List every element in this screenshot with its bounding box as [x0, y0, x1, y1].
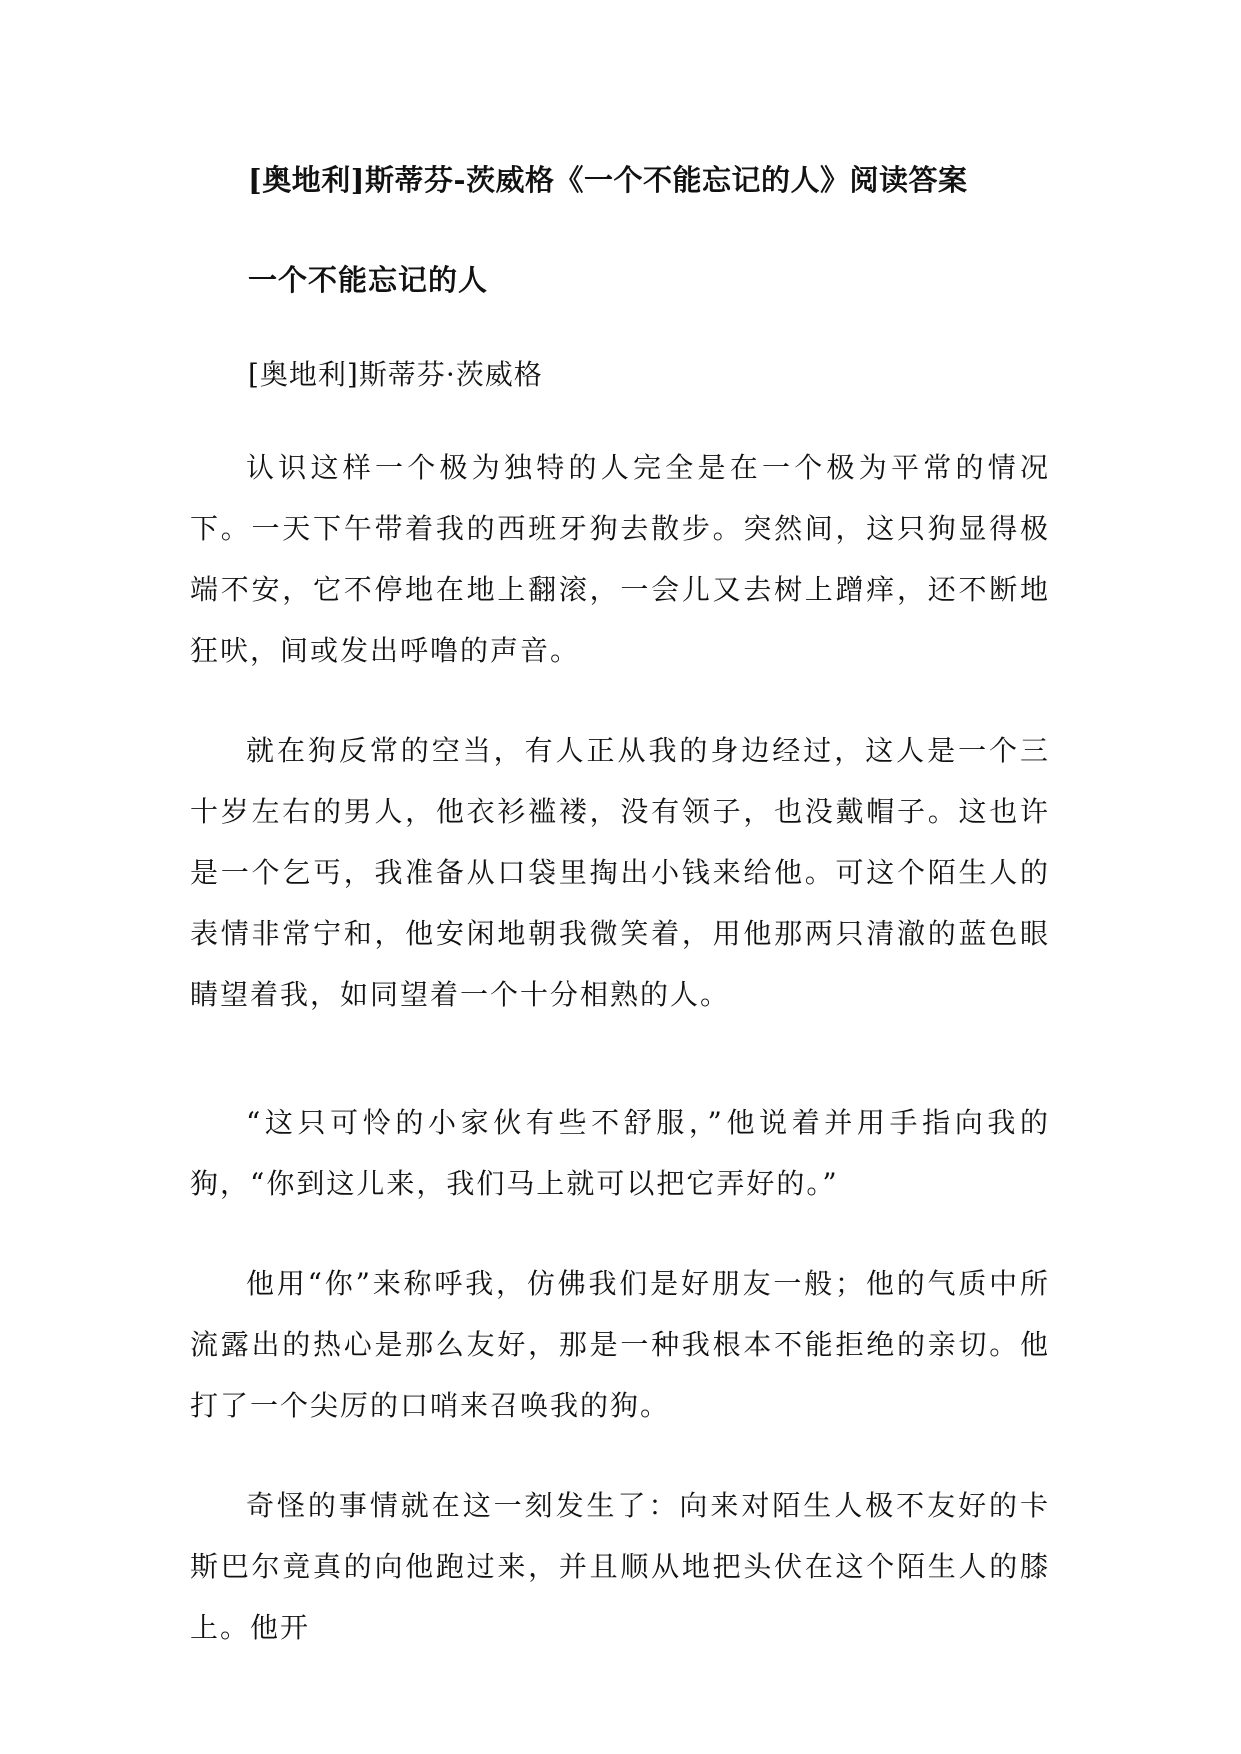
paragraph: 就在狗反常的空当，有人正从我的身边经过，这人是一个三十岁左右的男人，他衣衫褴褛，没有领子，也没戴帽子。这也许是一个乞丐，我准备从口袋里掏出小钱来给他。可这个陌生人的表情非常宁和，他安闲地朝我微笑着，用他那两只清澈的蓝色眼睛望着我，如同望着一个十分相熟的人。	[190, 734, 1050, 1011]
paragraph: 奇怪的事情就在这一刻发生了：向来对陌生人极不友好的卡斯巴尔竟真的向他跑过来，并且顺从地把头伏在这个陌生人的膝上。他开	[190, 1489, 1050, 1644]
paragraph: 认识这样一个极为独特的人完全是在一个极为平常的情况下。一天下午带着我的西班牙狗去散步。突然间，这只狗显得极端不安，它不停地在地上翻滚，一会儿又去树上蹭痒，还不断地狂吠，间或发出呼噜的声音。	[190, 451, 1050, 667]
paragraph: “这只可怜的小家伙有些不舒服，”他说着并用手指向我的狗，“你到这儿来，我们马上就可以把它弄好的。”	[190, 1106, 1050, 1200]
paragraph: 他用“你”来称呼我，仿佛我们是好朋友一般；他的气质中所流露出的热心是那么友好，那是一种我根本不能拒绝的亲切。他打了一个尖厉的口哨来召唤我的狗。	[190, 1267, 1050, 1422]
story-title: 一个不能忘记的人	[248, 263, 489, 297]
article-title: [奥地利]斯蒂芬-茨威格《一个不能忘记的人》阅读答案	[248, 163, 968, 197]
author-line: [奥地利]斯蒂芬·茨威格	[248, 358, 543, 391]
